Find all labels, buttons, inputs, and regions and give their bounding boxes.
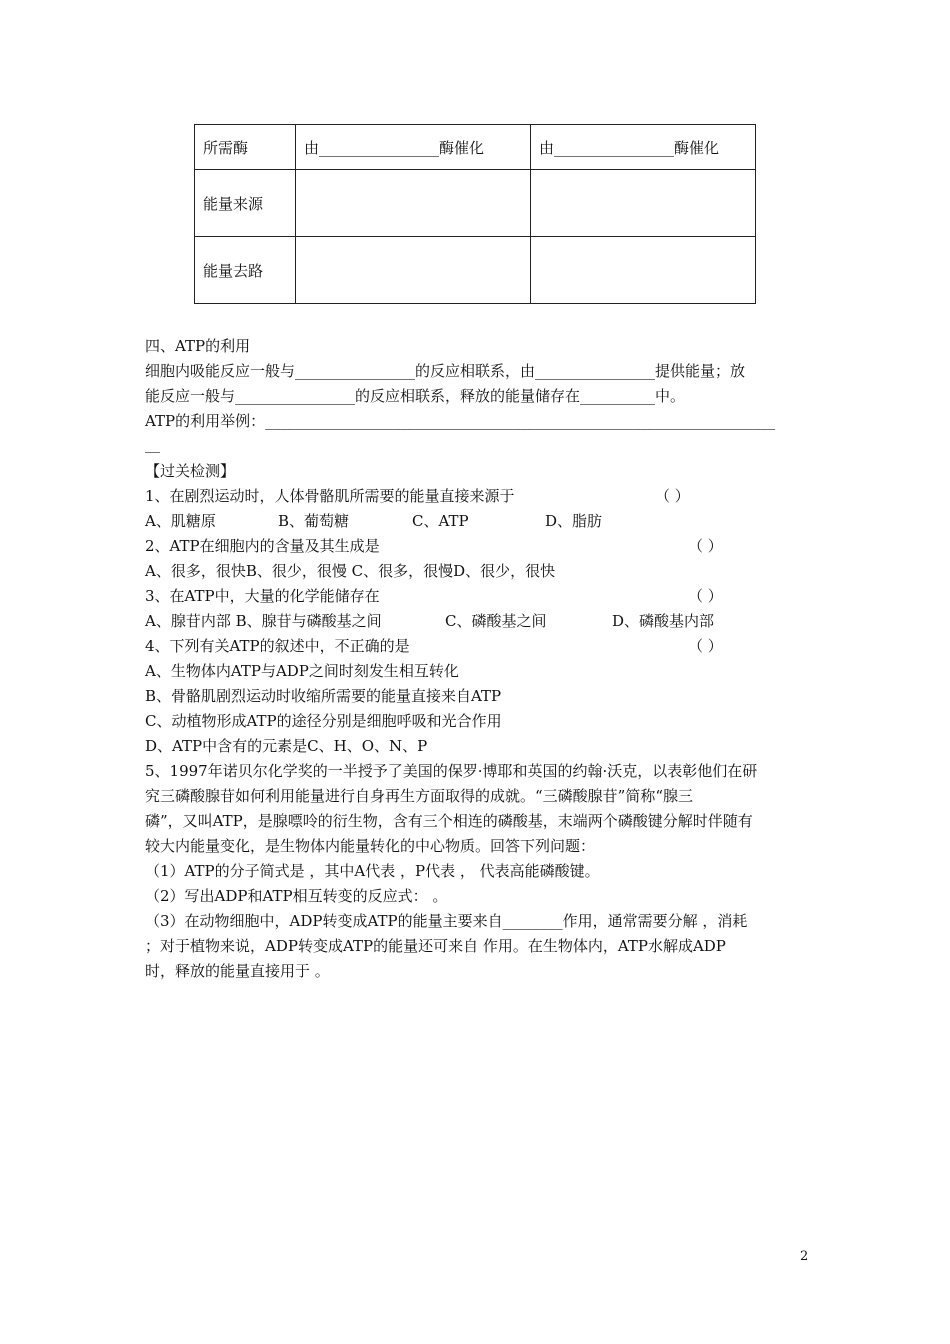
question-2-options: A、很多，很快B、很少，很慢 C、很多，很慢D、很少，很快 bbox=[145, 562, 556, 580]
option-a: A、生物体内ATP与ADP之间时刻发生相互转化 bbox=[145, 662, 459, 680]
table-row bbox=[195, 237, 756, 304]
question-5-line: 究三磷酸腺苷如何利用能量进行自身再生方面取得的成就。“三磷酸腺苷”简称“腺三 bbox=[145, 787, 694, 805]
quiz-heading: 【过关检测】 bbox=[145, 462, 236, 480]
row-label: 能量去路 bbox=[195, 237, 296, 304]
table-cell bbox=[531, 237, 756, 304]
question-5-line: 5、1997年诺贝尔化学奖的一半授予了美国的保罗·博耶和英国的约翰·沃克，以表彰他们在研 bbox=[145, 762, 758, 780]
question-5-line: 时，释放的能量直接用于 。 bbox=[145, 962, 330, 980]
question-2: 2、ATP在细胞内的含量及其生成是 bbox=[145, 537, 380, 555]
question-5-line: 磷”，又叫ATP，是腺嘌呤的衍生物，含有三个相连的磷酸基，末端两个磷酸键分解时伴随有 bbox=[145, 812, 753, 830]
option-a: A、肌糖原 bbox=[145, 512, 216, 530]
question-5-part-1: （1）ATP的分子简式是 ，其中A代表 ，P代表 ， 代表高能磷酸键。 bbox=[145, 862, 600, 880]
page-number: 2 bbox=[800, 1249, 809, 1264]
table-cell: 由________________酶催化 bbox=[296, 125, 531, 170]
table-row bbox=[195, 170, 756, 237]
question-5-part-3: （3）在动物细胞中，ADP转变成ATP的能量主要来自________作用，通常需要分解 ，消耗 bbox=[145, 912, 748, 930]
option-d: D、磷酸基内部 bbox=[612, 612, 715, 630]
option-d: D、脂肪 bbox=[545, 512, 603, 530]
option-c: C、动植物形成ATP的途径分别是细胞呼吸和光合作用 bbox=[145, 712, 502, 730]
option-c: C、磷酸基之间 bbox=[445, 612, 547, 630]
question-4: 4、下列有关ATP的叙述中，不正确的是 bbox=[145, 637, 410, 655]
question-5-line: 较大内能量变化，是生物体内能量转化的中心物质。回答下列问题： bbox=[145, 837, 596, 855]
table-cell bbox=[296, 237, 531, 304]
option-b: B、骨骼肌剧烈运动时收缩所需要的能量直接来自ATP bbox=[145, 687, 502, 705]
table-cell bbox=[531, 170, 756, 237]
option-d: D、ATP中含有的元素是C、H、O、N、P bbox=[145, 737, 428, 755]
table-row bbox=[195, 125, 756, 170]
answer-bracket: （ ） bbox=[655, 487, 690, 505]
paragraph-line: 细胞内吸能反应一般与________________的反应相联系，由________________提供能量；放 bbox=[145, 362, 746, 380]
row-label: 能量来源 bbox=[195, 170, 296, 237]
option-c: C、ATP bbox=[412, 512, 469, 530]
option-ab: A、腺苷内部 B、腺苷与磷酸基之间 bbox=[145, 612, 382, 630]
table-cell bbox=[296, 170, 531, 237]
question-5-line: ；对于植物来说，ADP转变成ATP的能量还可来自 作用。在生物体内，ATP水解成ADP bbox=[145, 937, 726, 955]
row-label: 所需酶 bbox=[195, 125, 296, 170]
section-heading: 四、ATP的利用 bbox=[145, 337, 251, 355]
question-1: 1、在剧烈运动时，人体骨骼肌所需要的能量直接来源于 bbox=[145, 487, 515, 505]
answer-bracket: （ ） bbox=[688, 637, 723, 655]
question-3: 3、在ATP中，大量的化学能储存在 bbox=[145, 587, 380, 605]
question-5-part-2: （2）写出ADP和ATP相互转变的反应式： 。 bbox=[145, 887, 448, 905]
comparison-table bbox=[194, 124, 756, 304]
paragraph-line: 能反应一般与________________的反应相联系，释放的能量储存在__________中。 bbox=[145, 387, 686, 405]
answer-bracket: （ ） bbox=[688, 587, 723, 605]
answer-bracket: （ ） bbox=[688, 537, 723, 555]
paragraph-line: __ bbox=[145, 435, 160, 453]
option-b: B、葡萄糖 bbox=[278, 512, 350, 530]
table-cell: 由________________酶催化 bbox=[531, 125, 756, 170]
paragraph-line: ATP的利用举例：____________________________________________________________________ bbox=[145, 412, 776, 430]
